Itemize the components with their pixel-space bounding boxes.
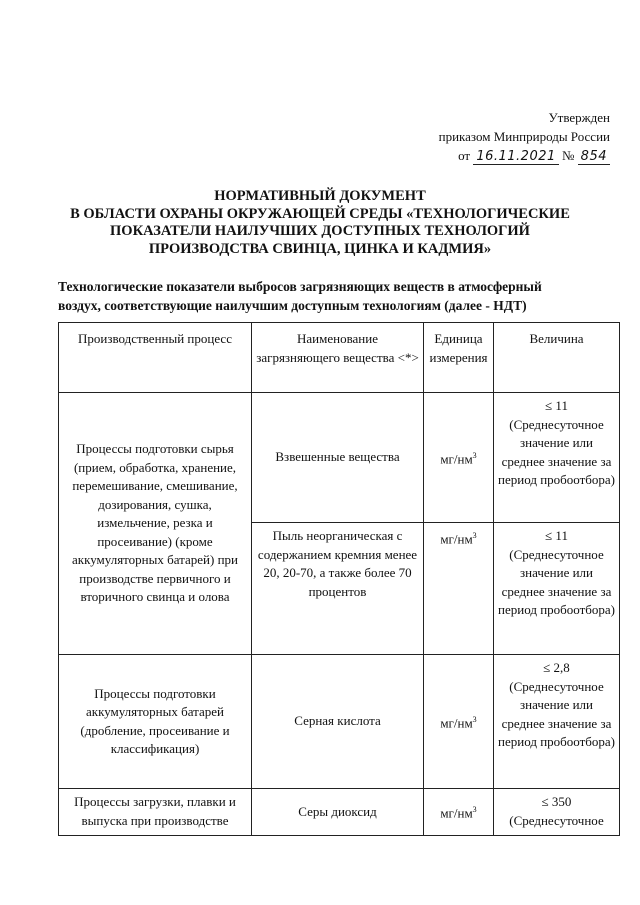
emission-limits-table (58, 322, 620, 836)
unit-base: мг/нм (440, 805, 473, 821)
document-title-line-2: В ОБЛАСТИ ОХРАНЫ ОКРУЖАЮЩЕЙ СРЕДЫ «ТЕХНОЛОГИЧЕСКИЕ (70, 205, 570, 222)
process-cell: Процессы подготовки сырья (прием, обработка, хранение, перемешивание, смешивание, дозирования, сушка, измельчение, резка и просеивание) (кроме аккумуляторных батарей) при производстве первичного и вторичного свинца и олова (59, 393, 252, 655)
unit-power: 3 (472, 714, 477, 724)
header-value: Величина (494, 323, 620, 393)
header-unit: Единица измерения (424, 323, 494, 393)
substance-cell: Серы диоксид (252, 789, 424, 836)
section-title (58, 277, 618, 315)
document-title-line-1: НОРМАТИВНЫЙ ДОКУМЕНТ (214, 188, 426, 204)
approval-date-line (458, 146, 610, 166)
section-title-line-2: воздух, соответствующие наилучшим доступным технологиям (далее - НДТ) (58, 298, 527, 313)
unit-base: мг/нм (440, 450, 473, 466)
unit-cell (424, 523, 494, 655)
approval-line-1: Утвержден (548, 110, 610, 125)
substance-cell: Взвешенные вещества (252, 393, 424, 523)
process-cell: Процессы загрузки, плавки и выпуска при производстве (59, 789, 252, 836)
value-cell (494, 789, 620, 836)
value-limit: ≤ 2,8 (543, 660, 570, 675)
value-cell (494, 393, 620, 523)
value-limit: ≤ 11 (545, 528, 568, 543)
header-substance: Наименование загрязняющего вещества <*> (252, 323, 424, 393)
unit-power: 3 (472, 531, 477, 540)
handwritten-number: 854 (578, 149, 610, 165)
unit-power: 3 (472, 450, 477, 460)
unit-base: мг/нм (440, 531, 473, 547)
table-row (59, 655, 620, 789)
approval-stamp (439, 108, 610, 166)
document-title-line-3: ПОКАЗАТЕЛИ НАИЛУЧШИХ ДОСТУПНЫХ ТЕХНОЛОГИЙ (110, 223, 530, 239)
number-prefix: № (562, 148, 575, 163)
document-title (40, 188, 600, 258)
unit-base: мг/нм (440, 714, 473, 730)
unit-power: 3 (472, 805, 477, 815)
value-cell (494, 655, 620, 789)
substance-cell: Пыль неорганическая с содержанием кремния менее 20, 20-70, а также более 70 процентов (252, 523, 424, 655)
value-note: (Среднесуточное (509, 812, 604, 828)
unit-cell (424, 655, 494, 789)
substance-cell: Серная кислота (252, 655, 424, 789)
document-title-line-4: ПРОИЗВОДСТВА СВИНЦА, ЦИНКА И КАДМИЯ» (148, 240, 492, 257)
unit-cell (424, 789, 494, 836)
table-row (59, 789, 620, 836)
value-limit: ≤ 350 (541, 794, 572, 809)
value-cell (494, 523, 620, 655)
approval-line-2: приказом Минприроды России (438, 129, 610, 144)
value-note: (Среднесуточное значение или среднее значение за период пробоотбора) (498, 416, 615, 487)
section-title-line-1: Технологические показатели выбросов загрязняющих веществ в атмосферный (58, 279, 542, 294)
date-prefix: от (458, 148, 471, 163)
table-row (59, 393, 620, 523)
process-cell: Процессы подготовки аккумуляторных батарей (дробление, просеивание и классификация) (59, 655, 252, 789)
handwritten-date: 16.11.2021 (473, 149, 558, 165)
unit-cell (424, 393, 494, 523)
value-limit: ≤ 11 (545, 398, 568, 413)
header-process: Производственный процесс (59, 323, 252, 393)
value-note: (Среднесуточное значение или среднее значение за период пробоотбора) (498, 546, 615, 617)
table-header-row (59, 323, 620, 393)
value-note: (Среднесуточное значение или среднее значение за период пробоотбора) (498, 678, 615, 749)
